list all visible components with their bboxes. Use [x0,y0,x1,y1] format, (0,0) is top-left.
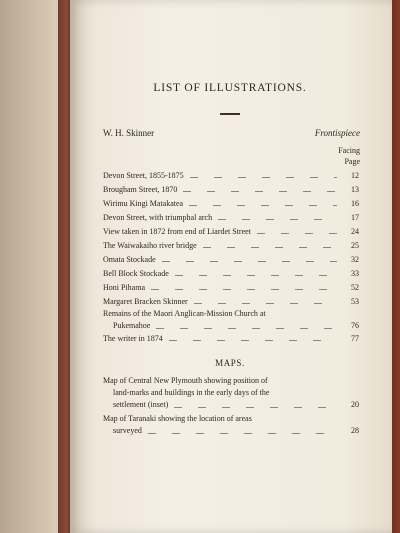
entry-line [103,308,359,320]
entry-line [103,320,359,332]
entry-page: 17 [351,213,359,222]
list-item-map2 [103,413,359,437]
leader-dots [148,433,337,434]
entry-text: Omata Stockade [103,255,156,264]
leader-dots [190,177,337,178]
leader-dots [174,407,337,408]
list-item [103,333,359,344]
list-item [103,212,359,223]
entry-text: Devon Street, with triumphal arch [103,213,213,222]
entry-page: 32 [351,255,359,264]
entry-text: Bell Block Stockade [103,269,169,278]
entry-text: surveyed [113,426,142,435]
list-item [103,282,359,293]
entry-line [103,399,359,411]
leader-dots [151,289,337,290]
title-rule [220,113,240,115]
leader-dots [169,340,337,341]
entry-text: Margaret Bracken Skinner [103,297,188,306]
leader-dots [194,303,337,304]
leader-dots [183,191,337,192]
entry-text: The writer in 1874 [103,334,163,343]
leader-dots [257,233,337,234]
entry-page: 53 [351,297,359,306]
book-page [70,0,392,533]
entry-page: 24 [351,227,359,236]
entry-page: 77 [351,334,359,343]
book-cover-right-edge [392,0,400,533]
leader-dots [218,219,337,220]
facing-page-header [300,145,360,167]
list-item [103,184,359,195]
entry-line [103,375,359,387]
entry-text: Wirimu Kingi Matakatea [103,199,184,208]
list-item [103,254,359,265]
entry-page: 76 [351,321,359,330]
entry-text: Map of Central New Plymouth showing position of [103,376,268,385]
entry-text: Map of Taranaki showing the location of areas [103,414,252,423]
leader-dots [175,275,337,276]
list-item [103,198,359,209]
entry-text: Remains of the Maori Anglican-Mission Church at [103,309,266,318]
entry-text: settlement (inset) [113,400,169,409]
entry-line [103,413,359,425]
entry-page: 28 [351,426,359,435]
list-item [103,226,359,237]
leader-dots [203,247,337,248]
entry-text: Pukemahoe [113,321,151,330]
entry-line [103,387,359,399]
facing-label: Facing [338,146,360,155]
entry-text: View taken in 1872 from end of Liardet Street [103,227,251,236]
leader-dots [156,328,337,329]
list-item-church [103,308,359,332]
entry-page: 16 [351,199,359,208]
page-title: LIST OF ILLUSTRATIONS. [153,82,307,94]
entry-page: 13 [351,185,359,194]
entry-text: Brougham Street, 1870 [103,185,178,194]
list-item-map1 [103,375,359,411]
list-item [103,296,359,307]
list-item [103,170,359,181]
entry-text: The Waiwakaiho river bridge [103,241,197,250]
entry-page: 12 [351,171,359,180]
entry-text: Devon Street, 1855-1875 [103,171,184,180]
frontispiece-name: W. H. Skinner [103,128,155,138]
list-item [103,240,359,251]
entry-page: 25 [351,241,359,250]
entry-page: 33 [351,269,359,278]
entry-line [103,425,359,437]
list-item [103,268,359,279]
maps-heading: MAPS. [215,358,245,368]
entry-text: land-marks and buildings in the early days of the [113,388,270,397]
entry-text: Honi Pihama [103,283,145,292]
entry-page: 52 [351,283,359,292]
page-label: Page [344,157,360,166]
entry-page: 20 [351,400,359,409]
frontispiece-label: Frontispiece [314,128,360,138]
leader-dots [162,261,337,262]
leader-dots [189,205,337,206]
